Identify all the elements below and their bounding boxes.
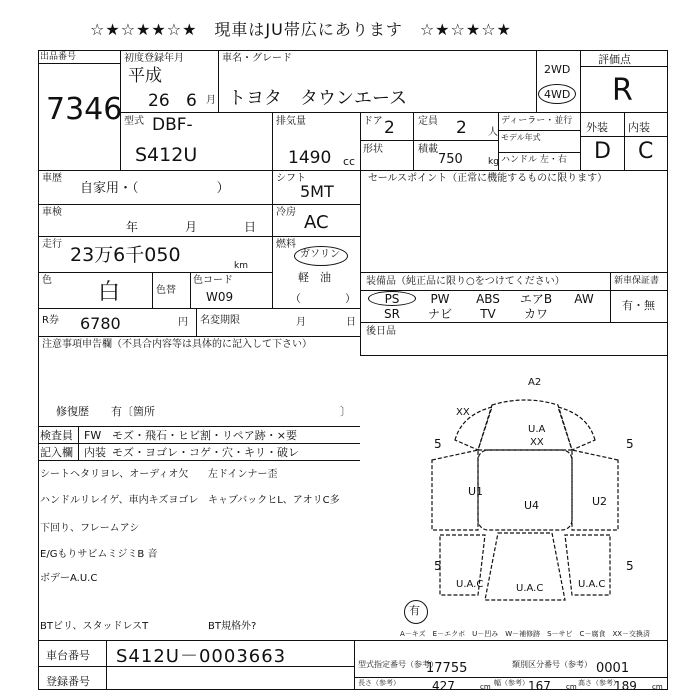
remark-3: 下回り、フレームアシ	[40, 523, 140, 534]
height-label: 高さ（参考）	[578, 679, 620, 687]
equip-leather: カワ	[523, 307, 548, 321]
cooler-value: AC	[304, 212, 329, 233]
equip-empty	[560, 306, 608, 321]
class-no-label: 類別区分番号（参考）	[512, 660, 592, 669]
spec-no-label: 型式指定番号（参考）	[358, 660, 438, 669]
width-value: 167	[528, 679, 551, 693]
diag-wheel-rr: 5	[626, 559, 634, 573]
recycle-label: R券	[42, 315, 59, 326]
length-cm: cm	[480, 683, 491, 691]
inspector-label: 検査員	[40, 429, 73, 442]
cc-unit: cc	[343, 155, 356, 168]
name-limit-label: 名変期限	[200, 315, 240, 326]
equip-pw: PW	[430, 291, 450, 306]
width-label: 幅（参考）	[494, 679, 529, 687]
repair-end: 〕	[340, 405, 351, 418]
diag-cab-right: U2	[592, 495, 608, 508]
remark-5: ボデーA.U.C	[40, 573, 98, 584]
recorder-prefix: 内装	[84, 446, 106, 459]
chassis-label: 車台番号	[46, 649, 90, 662]
remark-right-1: 左ドインナー歪	[208, 469, 278, 480]
lot-label: 出品番号	[40, 52, 77, 62]
car-name: トヨタ タウンエース	[228, 88, 408, 109]
equip-airbag: エアB	[519, 292, 553, 306]
recorder-label: 記入欄	[40, 446, 73, 459]
load-value: 750	[438, 152, 463, 167]
reg-no-label: 登録番号	[46, 675, 90, 688]
insp-year: 年	[126, 220, 139, 234]
equipment-label: 装備品（純正品に限り○をつけてください）	[366, 276, 565, 287]
lot-number: 7346	[46, 92, 123, 127]
reg-year-label: 初度登録年月	[124, 53, 184, 64]
warranty-label: 新車保証書	[614, 276, 660, 286]
nl-day: 日	[346, 317, 356, 328]
color-change-label: 色替	[156, 285, 176, 296]
model-code: S412U	[135, 144, 198, 166]
equip-ps: PS	[368, 291, 416, 306]
diag-cab-left: U1	[468, 485, 484, 498]
remark-right-3: BT規格外?	[208, 621, 257, 632]
model-label: 型式	[124, 116, 144, 127]
recorder-items: モズ・ヨゴレ・コゲ・穴・キリ・破レ	[112, 446, 299, 459]
diag-wheel-rl: 5	[434, 559, 442, 573]
dealer-label: ディーラー・並行	[501, 116, 573, 126]
model-year-label: モデル年式	[501, 133, 541, 142]
aftermarket-label: 後日品	[366, 326, 396, 337]
rating-label: 評価点	[598, 53, 631, 66]
load-label: 積載	[418, 144, 438, 155]
length-value: 427	[432, 679, 455, 693]
history-label: 車歴	[42, 173, 62, 184]
diag-wheel-fl: 5	[434, 437, 442, 451]
notes-label: 注意事項申告欄（不具合内容等は具体的に記入して下さい）	[42, 339, 312, 350]
wd4: 4WD	[544, 88, 571, 101]
warranty-options: 有・無	[622, 299, 655, 312]
equip-navi: ナビ	[427, 307, 452, 321]
reg-month: 6	[186, 91, 197, 111]
shift-label: シフト	[276, 173, 306, 184]
displacement-label: 排気量	[276, 116, 306, 127]
remark-2: ハンドルリレイゲ、車内キズヨゴレ	[40, 495, 199, 506]
history-value: 自家用・（ ）	[80, 181, 230, 196]
fuel-label: 燃料	[276, 239, 296, 250]
capacity-label: 定員	[418, 116, 438, 127]
legend: A－キズ E－エクボ U－凹み W－補修跡 S－サビ C－腐食 XX－交換済	[400, 630, 651, 638]
diag-wheel-fr: 5	[626, 437, 634, 451]
exterior-value: D	[594, 139, 611, 164]
stamp-text: 有	[409, 604, 420, 617]
remark-right-2: キャブバックヒL、アオリC多	[208, 495, 340, 506]
month-unit: 月	[206, 95, 216, 106]
interior-label: 内装	[628, 121, 650, 134]
person-unit: 人	[488, 127, 498, 138]
sales-point-label: セールスポイント（正常に機能するものに限ります）	[368, 173, 608, 184]
diag-hood: XX	[456, 407, 470, 418]
yen-unit: 円	[178, 317, 188, 328]
spec-no-value: 17755	[426, 661, 468, 676]
color-label: 色	[42, 275, 52, 286]
banner: ☆★☆★★☆★ 現車はJU帯広にあります ☆★☆★☆★	[90, 20, 512, 39]
reg-era: 平成	[128, 66, 162, 86]
inspector-prefix: FW	[84, 429, 102, 442]
remark-1: シートヘタリヨレ、オーディオ欠	[40, 469, 189, 480]
equip-abs: ABS	[476, 291, 500, 306]
equip-aw: AW	[574, 291, 594, 306]
fuel-light: 軽 油	[298, 271, 331, 284]
doors-label: ドア	[363, 116, 383, 127]
equip-tv: TV	[480, 306, 496, 321]
equipment-grid	[368, 291, 608, 321]
mileage-label: 走行	[42, 239, 62, 250]
kg-unit: kg	[488, 157, 499, 167]
diag-rear: U.A.C	[516, 583, 544, 594]
recycle-value: 6780	[80, 314, 121, 333]
car-name-label: 車名・グレード	[222, 53, 292, 64]
diag-top: A2	[528, 377, 542, 388]
class-no-value: 0001	[596, 661, 630, 676]
model-prefix: DBF-	[152, 115, 193, 135]
color-code-value: W09	[206, 290, 234, 304]
reg-year: 26	[148, 91, 170, 111]
height-cm: cm	[652, 683, 663, 691]
mileage-value: 23万6千050	[70, 244, 181, 266]
inspector-items: モズ・飛石・ヒビ割・リペア跡・×要	[112, 429, 297, 442]
handle-label: ハンドル 左・右	[501, 155, 567, 165]
remark-4: E/GもりサビムミジミB 音	[40, 549, 158, 560]
inspection-label: 車検	[42, 207, 62, 218]
color-code-label: 色コード	[193, 275, 233, 286]
rating-value: R	[612, 73, 633, 108]
insp-day: 日	[244, 220, 257, 234]
diag-rear-left: U.A.C	[456, 579, 484, 590]
insp-month: 月	[185, 220, 198, 234]
equip-sr: SR	[384, 306, 400, 321]
length-label: 長さ（参考）	[358, 679, 400, 687]
color-value: 白	[98, 280, 121, 305]
km-unit: km	[234, 261, 248, 271]
capacity-value: 2	[456, 118, 467, 138]
shape-label: 形状	[363, 144, 383, 155]
interior-value: C	[638, 139, 654, 164]
chassis-value: S412U－0003663	[116, 646, 287, 667]
diag-rear-right: U.A.C	[578, 579, 606, 590]
fuel-paren: （ ）	[290, 292, 356, 305]
shift-value: 5MT	[300, 182, 334, 201]
height-value: 189	[614, 679, 637, 693]
exterior-label: 外装	[586, 121, 608, 134]
displacement-value: 1490	[288, 148, 332, 168]
remark-6: BTビリ、スタッドレスT	[40, 621, 149, 632]
cooler-label: 冷房	[276, 207, 296, 218]
diag-roof: U.A	[528, 424, 546, 435]
width-cm: cm	[566, 683, 577, 691]
wd2: 2WD	[544, 63, 571, 76]
nl-month: 月	[296, 317, 306, 328]
doors-value: 2	[384, 118, 395, 138]
diag-cab: U4	[524, 499, 540, 512]
repair-label: 修復歴 有〔箇所	[56, 405, 155, 418]
fuel-gas: ガソリン	[300, 249, 340, 260]
diag-roof-x: XX	[530, 437, 544, 448]
